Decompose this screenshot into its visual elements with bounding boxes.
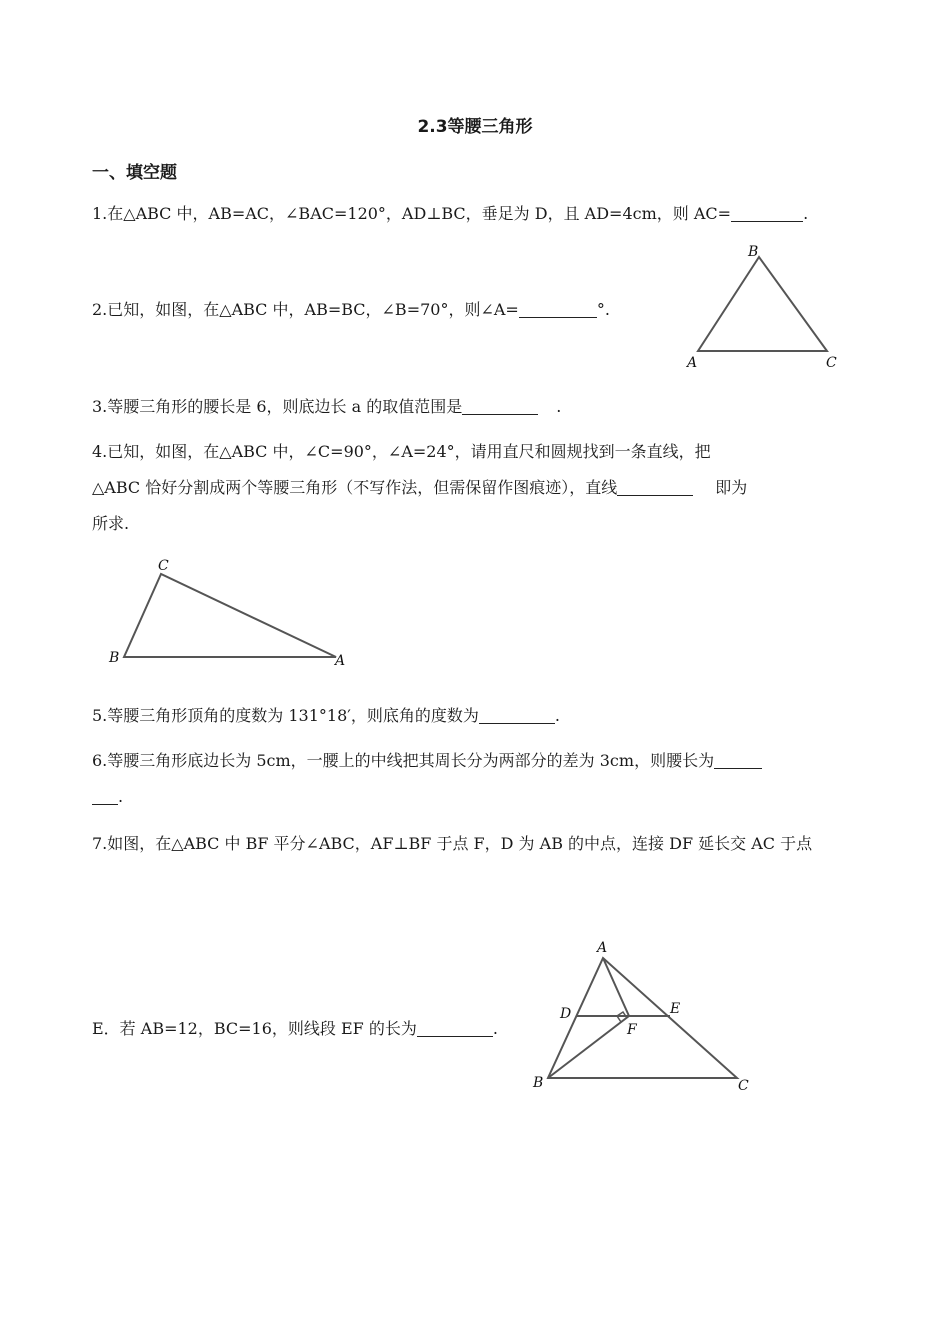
question-7-text: E．若 AB=12，BC=16，则线段 EF 的长为 [92,1019,417,1038]
segment-bf [548,1016,629,1078]
vertex-label-a: A [597,940,608,956]
page-title: 2.3等腰三角形 [417,117,533,137]
question-5-end: . [554,706,560,725]
right-triangle-shape [124,574,336,657]
question-3-end: . [556,397,562,416]
question-6 [92,743,762,779]
answer-blank-3[interactable] [462,396,538,415]
question-2-text: 2.已知，如图，在△ABC 中，AB=BC，∠B=70°，则∠A= [92,300,519,319]
question-5 [92,698,560,734]
figure-triangle-q7 [520,930,780,1100]
section-heading: 一、填空题 [92,163,177,183]
question-7-line-1: 7.如图，在△ABC 中 BF 平分∠ABC，AF⊥BF 于点 F，D 为 AB 的中点，连接 DF 延长交 AC 于点 [92,834,813,853]
vertex-label-b: B [748,244,759,260]
vertex-label-b: B [533,1075,544,1091]
point-label-f: F [627,1022,637,1038]
question-7-end: . [492,1019,498,1038]
figure-triangle-q2 [680,240,840,375]
figure-triangle-q4 [100,552,360,677]
question-3 [92,389,561,425]
vertex-label-c: C [826,355,837,371]
question-2 [92,292,610,328]
question-4-end: 即为 [715,478,748,497]
question-6-end: . [118,787,124,806]
question-5-text: 5.等腰三角形顶角的度数为 131°18′，则底角的度数为 [92,706,479,725]
question-4-text: △ABC 恰好分割成两个等腰三角形（不写作法，但需保留作图痕迹），直线 [92,478,618,497]
question-3-text: 3.等腰三角形的腰长是 6，则底边长 a 的取值范围是 [92,397,463,416]
question-4-line-2 [92,470,747,506]
answer-blank-6b[interactable] [92,786,118,805]
question-4-line-3: 所求. [92,514,130,533]
point-label-e: E [670,1001,681,1017]
answer-blank-4[interactable] [617,477,693,496]
vertex-label-c: C [158,558,169,574]
answer-blank-1[interactable] [731,203,803,222]
question-2-end: °. [596,300,610,319]
answer-blank-2[interactable] [519,299,597,318]
answer-blank-7[interactable] [417,1018,493,1037]
vertex-label-b: B [109,650,120,666]
question-1 [92,196,808,232]
vertex-label-c: C [738,1078,749,1094]
question-6-text: 6.等腰三角形底边长为 5cm，一腰上的中线把其周长分为两部分的差为 3cm，则腰长为 [92,751,715,770]
question-1-text: 1.在△ABC 中，AB=AC，∠BAC=120°，AD⊥BC，垂足为 D，且 AD=4cm，则 AC= [92,204,732,223]
vertex-label-a: A [687,355,698,371]
answer-blank-5[interactable] [479,705,555,724]
triangle-abc-shape [698,257,827,351]
question-4-line-1: 4.已知，如图，在△ABC 中，∠C=90°，∠A=24°，请用直尺和圆规找到一条直线，把 [92,442,711,461]
point-label-d: D [560,1006,572,1022]
question-1-end: . [803,204,809,223]
triangle-abc-shape [548,958,737,1078]
vertex-label-a: A [335,653,346,669]
question-6-line-2 [92,779,123,815]
segment-af [603,958,629,1016]
question-7-line-2 [92,1011,498,1047]
answer-blank-6a[interactable] [714,750,762,769]
